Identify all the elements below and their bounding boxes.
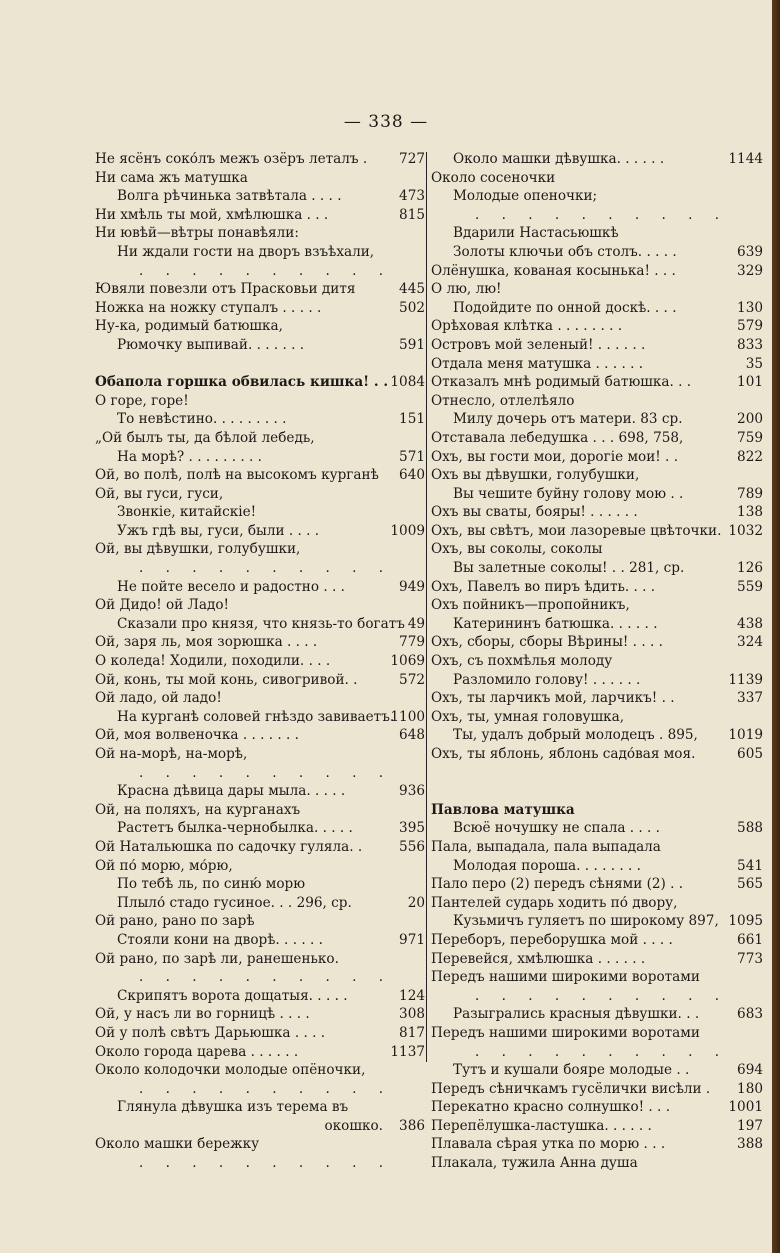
index-entry [431,968,763,987]
page-reference: 502 [399,299,425,316]
index-entry [95,299,425,318]
page-reference: 124 [399,987,425,1004]
page-reference: 337 [737,690,763,707]
index-entry [95,206,425,225]
blank-line [431,782,763,801]
index-entry [431,485,763,504]
entry-text: Ой, моя волвеночка . . . . . . . [95,727,299,744]
page-reference: 773 [737,950,763,967]
index-entry [95,652,425,671]
entry-text: Охъ, вы свѣтъ, мои лазоревые цвѣточки. [431,522,722,539]
entry-text: Катерининъ батюшка. . . . . . [453,615,658,632]
index-entry [431,336,763,355]
entry-text: Вы залетные соколы! . . 281, ср. [453,560,685,577]
entry-text: Ой, во полѣ, полѣ на высокомъ курганѣ [95,467,379,484]
entry-text: Около сосеночки [431,169,556,186]
page-reference: 20 [407,894,425,911]
index-entry [431,1005,763,1024]
entry-text: Обапола горшка обвилась кишка! . . [95,374,389,391]
entry-text: Передъ нашими широкими воротами [431,1024,700,1041]
page-reference: 1009 [390,522,425,539]
entry-text: Ой, вы гуси, гуси, [95,485,224,502]
entry-text: Ты, удалъ добрый молодецъ . 895, [453,727,698,744]
page-reference: 1019 [728,727,763,744]
entry-text: Отнесло, отлелѣяло [431,392,575,409]
entry-text: Вдарили Настасьюшкѣ [453,225,619,242]
index-entry [431,373,763,392]
entry-text: На курганѣ соловей гнѣздо завиваетъ. [117,708,395,725]
entry-text: Ни ждали гости на дворъ взъѣхали, [117,243,375,260]
index-entry [95,875,425,894]
entry-text: Олёнушка, кованая косынька! . . . [431,262,676,279]
ellipsis-line [95,262,425,281]
page-reference: 936 [399,783,425,800]
page-reference: 1001 [728,1099,763,1116]
entry-text: Охъ, ты, умная головушка, [431,708,625,725]
index-entry [431,187,763,206]
entry-text: Ой, конь, ты мой конь, сивогривой. . [95,671,358,688]
index-entry [95,857,425,876]
entry-text: Разломило голову! . . . . . . [453,671,641,688]
index-entry [95,466,425,485]
entry-text: Ужъ гдѣ вы, гуси, были . . . . [117,522,320,539]
entry-text: Отставала лебедушка . . . 698, 758, [431,429,684,446]
page-reference: 559 [737,578,763,595]
ellipsis-line [95,764,425,783]
entry-text: Около машки бережку [95,1136,260,1153]
entry-text: Волга рѣчинька затвѣтала . . . . [117,188,342,205]
index-entry [431,708,763,727]
index-entry [95,819,425,838]
ellipsis-line [431,987,763,1006]
index-entry [431,1135,763,1154]
index-entry [431,819,763,838]
page-reference: 180 [737,1080,763,1097]
index-entry [431,355,763,374]
ellipsis-line [95,1080,425,1099]
entry-text: Ой на-морѣ, на-морѣ, [95,746,248,762]
index-entry [95,578,425,597]
index-entry [95,931,425,950]
index-entry [431,522,763,541]
page-reference: 683 [737,1006,763,1023]
entry-text: Охъ пойникъ—пропойникъ, [431,597,630,614]
index-entry [95,410,425,429]
entry-text: Кузьмичъ гуляетъ по широкому 897, [453,913,719,930]
entry-text: Пало перо (2) передъ сѣнями (2) . . [431,876,684,893]
index-entry [95,726,425,745]
entry-text: . . . . . . . . . . [139,1080,393,1097]
index-entry [431,262,763,281]
index-entry [431,931,763,950]
index-entry [95,429,425,448]
entry-text: Ни хмѣль ты мой, хмѣлюшка . . . [95,206,329,223]
page-reference: 395 [399,820,425,837]
entry-text: Охъ, сборы, сборы Вѣрины! . . . . [431,634,663,651]
entry-text: „Ой былъ ты, да бѣлой лебедь, [95,429,315,446]
index-entry [431,1117,763,1136]
index-entry [431,410,763,429]
entry-text: Сказали про князя, что князь-то богатъ [117,615,405,632]
entry-text: . . . . . . . . . . [475,206,729,223]
page-reference: 640 [399,467,425,484]
entry-text: Около машки дѣвушка. . . . . . [453,151,665,167]
entry-text: Золоты ключьи объ столъ. . . . . [453,243,677,260]
index-entry [431,466,763,485]
index-entry [431,857,763,876]
page-reference: 200 [737,411,763,428]
entry-text: Вы чешите буйну голову мою . . [453,485,684,502]
index-entry [95,987,425,1006]
entry-text: Не пойте весело и радостно . . . [117,578,345,595]
index-entry [431,912,763,931]
index-entry [95,950,425,969]
ellipsis-line [95,968,425,987]
index-entry [431,448,763,467]
entry-text: Ой Натальюшка по садочку гуляла. . [95,838,363,855]
page-reference: 556 [399,838,425,855]
index-entry [95,187,425,206]
entry-text: Стояли кони на дворѣ. . . . . . [117,931,323,948]
entry-text: Милу дочерь отъ матери. 83 ср. [453,411,683,428]
index-entry [95,317,425,336]
index-entry [431,1024,763,1043]
entry-text: Около колодочки молодые опёночки, [95,1062,366,1079]
page-reference: 588 [737,820,763,837]
page-reference: 815 [399,206,425,223]
index-entry [431,559,763,578]
index-entry [95,1005,425,1024]
entry-text: Плыло́ стадо гусиное. . . 296, ср. [117,894,352,911]
ellipsis-line [95,1154,425,1173]
entry-text: Ой ладо, ой ладо! [95,690,222,707]
index-entry [431,150,763,169]
entry-text: Рюмочку выпивай. . . . . . . [117,336,305,353]
index-entry [431,299,763,318]
entry-text: . . . . . . . . . . [139,969,393,986]
entry-text: Охъ, ты ларчикъ мой, ларчикъ! . . [431,690,675,707]
page-reference: 833 [737,336,763,353]
index-entry [95,448,425,467]
index-entry [431,838,763,857]
entry-text: Переборъ, переборушка мой . . . . [431,931,673,948]
page-reference: 1139 [728,671,763,688]
page-reference: 789 [737,485,763,502]
page-reference: 759 [737,429,763,446]
entry-text: Молодая пороша. . . . . . . . [453,857,641,874]
entry-text: Пала, выпадала, пала выпадала [431,838,661,855]
page-reference: 101 [737,374,763,391]
page-reference: 324 [737,634,763,651]
index-entry [431,429,763,448]
index-entry [95,1098,425,1117]
entry-text: О горе, горе! [95,392,189,409]
page-reference: 1144 [728,151,763,167]
index-entry [95,1135,425,1154]
entry-text: окошко. [324,1117,383,1134]
entry-text: Ни ювѣй—вѣтры понавѣяли: [95,225,299,242]
page-reference: 572 [399,671,425,688]
entry-text: Скрипятъ ворота дощатыя. . . . . [117,987,348,1004]
index-entry [431,540,763,559]
page-reference: 694 [737,1062,763,1079]
page-reference: 727 [399,151,425,167]
entry-text: Ой Дидо! ой Ладо! [95,597,230,614]
page-reference: 1084 [390,374,425,391]
index-entry [95,801,425,820]
entry-text: Ой, вы дѣвушки, голубушки, [95,541,301,558]
entry-text: . . . . . . . . . . [139,560,393,577]
page-reference: 971 [399,931,425,948]
index-entry [431,689,763,708]
index-entry [431,671,763,690]
entry-text: Отказалъ мнѣ родимый батюшка. . . [431,374,692,391]
index-entry [95,596,425,615]
index-entry [431,392,763,411]
entry-text: Ни сама жъ матушка [95,169,248,186]
entry-text: Охъ вы дѣвушки, голубушки, [431,467,640,484]
index-entry [95,912,425,931]
page-reference: 49 [407,615,425,632]
index-entry [431,1061,763,1080]
page-reference: 779 [399,634,425,651]
entry-text: Ой по́ морю, мо́рю, [95,857,233,874]
index-entry [431,169,763,188]
entry-text: О коледа! Ходили, походили. . . . [95,653,331,670]
left-column [95,150,425,1173]
index-entry [95,485,425,504]
page-reference: 438 [737,615,763,632]
page-reference: 473 [399,188,425,205]
index-entry [431,652,763,671]
index-entry [95,224,425,243]
index-entry [431,745,763,764]
index-entry [95,689,425,708]
entry-text: Всюё ночушку не спала . . . . [453,820,660,837]
entry-text: Ой, на поляхъ, на курганахъ [95,801,301,818]
entry-text: Перевейся, хмѣлюшка . . . . . . [431,950,646,967]
blank-line [431,764,763,783]
page-reference: 388 [737,1136,763,1153]
index-entry [95,336,425,355]
entry-text: Ой рано, рано по зарѣ [95,913,255,930]
blank-line [95,355,425,374]
page-reference: 329 [737,262,763,279]
entry-text: . . . . . . . . . . [475,987,729,1004]
entry-text: Островъ мой зеленый! . . . . . . [431,336,646,353]
ellipsis-line [431,206,763,225]
index-entry [95,633,425,652]
index-entry [95,280,425,299]
entry-text: Ну-ка, родимый батюшка, [95,318,283,335]
page-reference: 130 [737,299,763,316]
index-entry [431,224,763,243]
entry-text: Растетъ былка-чернобылка. . . . . [117,820,353,837]
page-reference: 822 [737,448,763,465]
page-reference: 386 [399,1117,425,1134]
page-reference: 648 [399,727,425,744]
index-entry [95,1061,425,1080]
index-entry [431,726,763,745]
index-entry [431,1080,763,1099]
right-column [431,150,763,1173]
index-entry [95,373,425,392]
page-reference: 126 [737,560,763,577]
page-edge-shadow [772,0,780,1253]
column-divider [426,152,427,1062]
entry-text: Ой рано, по зарѣ ли, ранешенько. [95,950,339,967]
page-reference: 1137 [390,1043,425,1060]
page-reference: 151 [399,411,425,428]
page-reference: 591 [399,336,425,353]
entry-text: По тебѣ ль, по синю́ морю [117,876,306,893]
page-reference: 35 [745,355,763,372]
entry-text: Отдала меня матушка . . . . . . [431,355,644,372]
index-entry [95,243,425,262]
entry-text: Пантелей сударь ходить по́ двору, [431,894,678,911]
entry-text: Передъ сѣничкамъ гусёлички висѣли . [431,1080,711,1097]
entry-text: Павлова матушка [431,801,575,818]
index-entry [431,894,763,913]
index-entry [95,782,425,801]
index-entry [431,578,763,597]
entry-text: Перепёлушка-ластушка. . . . . . [431,1117,652,1134]
entry-text: Ой, заря ль, моя зорюшка . . . . [95,634,318,651]
entry-text: . . . . . . . . . . [475,1043,729,1060]
entry-text: Охъ, съ похмѣлья молоду [431,653,613,670]
page-reference: 445 [399,281,425,298]
entry-text: Плавала сѣрая утка по морю . . . [431,1136,666,1153]
page-reference: 571 [399,448,425,465]
entry-text: Не ясёнъ соко́лъ межъ озёръ леталъ . [95,151,368,167]
index-entry [95,708,425,727]
entry-text: Ой у полѣ свѣтъ Дарьюшка . . . . [95,1024,326,1041]
page-reference: 138 [737,504,763,521]
page-reference: 605 [737,746,763,762]
entry-text: О лю, лю! [431,281,502,298]
ellipsis-line [95,559,425,578]
index-entry [95,838,425,857]
entry-text: Охъ, Павелъ во пиръ ѣдить. . . . [431,578,656,595]
page-reference: 949 [399,578,425,595]
entry-text: Разыгрались красныя дѣвушки. . . [453,1006,700,1023]
entry-text: Подойдите по онной доскѣ. . . . [453,299,677,316]
entry-text: Охъ, ты яблонь, яблонь садо́вая моя. [431,746,696,762]
entry-text: Звонкіе, китайскіе! [117,504,257,521]
index-entry [431,875,763,894]
index-entry [95,503,425,522]
index-entry [95,1117,425,1136]
entry-text: То невѣстино. . . . . . . . . [117,411,287,428]
index-entry [95,894,425,913]
page-reference: 1095 [728,913,763,930]
entry-text: Орѣховая клѣтка . . . . . . . . [431,318,623,335]
entry-text: Глянула дѣвушка изъ терема въ [117,1099,349,1116]
page-reference: 197 [737,1117,763,1134]
entry-text: Охъ вы сваты, бояры! . . . . . . [431,504,638,521]
page-reference: 817 [399,1024,425,1041]
index-entry [431,280,763,299]
entry-text: Тутъ и кушали бояре молодые . . [453,1062,690,1079]
index-entry [95,540,425,559]
index-entry [95,150,425,169]
entry-text: На морѣ? . . . . . . . . . [117,448,263,465]
index-entry [95,522,425,541]
index-entry [95,169,425,188]
page-reference: 565 [737,876,763,893]
index-entry [431,615,763,634]
entry-text: Около города царева . . . . . . [95,1043,299,1060]
page-reference: 1069 [390,653,425,670]
entry-text: Охъ, вы соколы, соколы [431,541,603,558]
entry-text: Ой, у насъ ли во горницѣ . . . . [95,1006,310,1023]
entry-text: . . . . . . . . . . [139,1155,393,1172]
index-entry [95,671,425,690]
entry-text: Перекатно красно солнушко! . . . [431,1099,671,1116]
index-entry [431,317,763,336]
index-entry [95,615,425,634]
entry-text: Плакала, тужила Анна душа [431,1155,638,1172]
ellipsis-line [431,1043,763,1062]
index-entry [431,801,763,820]
entry-text: Молодые опеночки; [453,188,598,205]
index-entry [431,503,763,522]
page-reference: 1100 [390,708,425,725]
index-entry [431,950,763,969]
entry-text: Передъ нашими широкими воротами [431,969,700,986]
entry-text: Ножка на ножку ступалъ . . . . . [95,299,322,316]
index-entry [95,1024,425,1043]
entry-text: Охъ, вы гости мои, дорогіе мои! . . [431,448,679,465]
entry-text: . . . . . . . . . . [139,764,393,781]
page-reference: 541 [737,857,763,874]
index-entry [95,392,425,411]
page-reference: 579 [737,318,763,335]
index-entry [95,1043,425,1062]
page-reference: 1032 [728,522,763,539]
index-entry [431,633,763,652]
page-reference: 308 [399,1006,425,1023]
entry-text: Ювяли повезли отъ Прасковьи дитя [95,281,356,298]
index-entry [431,1098,763,1117]
index-entry [431,596,763,615]
index-entry [431,243,763,262]
page-number: — 338 — [343,112,429,132]
entry-text: . . . . . . . . . . [139,262,393,279]
index-entry [95,745,425,764]
page-reference: 639 [737,243,763,260]
page-reference: 661 [737,931,763,948]
index-entry [431,1154,763,1173]
entry-text: Красна дѣвица дары мыла. . . . . [117,783,346,800]
